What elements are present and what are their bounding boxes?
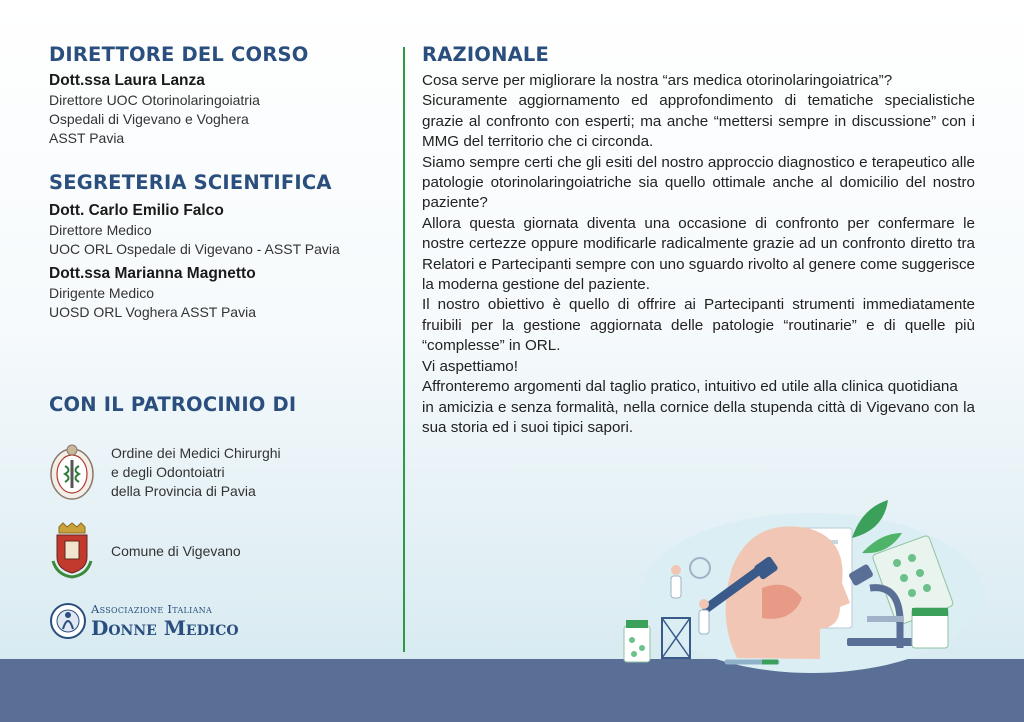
secretariat-line: UOC ORL Ospedale di Vigevano - ASST Pavia <box>49 241 340 257</box>
director-heading: DIRETTORE DEL CORSO <box>49 43 309 66</box>
rationale-paragraph: Cosa serve per migliorare la nostra “ars medica otorinolaringoiatrica”? <box>422 72 893 89</box>
aidm-wordmark <box>91 604 239 638</box>
ordine-line: della Provincia di Pavia <box>111 482 256 499</box>
patron-comune <box>49 521 241 581</box>
secretariat-name: Dott. Carlo Emilio Falco <box>49 202 224 219</box>
ordine-seal-icon <box>49 442 95 502</box>
rationale-paragraph: Siamo sempre certi che gli esiti del nostro approccio diagnostico e terapeutico alle patologie otorinolaringoiatriche sia quello ottimale anche al domicilio del nostro paziente? <box>422 153 975 212</box>
ent-illustration <box>612 498 982 673</box>
rationale-paragraph: Il nostro obiettivo è quello di offrire ai Partecipanti strumenti immediatamente fruibili per la gestione aggiornata delle patologie “routinarie” e di quelle più “complesse” in ORL. <box>422 296 975 355</box>
ordine-line: e degli Odontoiatri <box>111 463 225 480</box>
patron-aidm <box>49 601 239 641</box>
left-column <box>49 42 389 418</box>
rationale-paragraph: Sicuramente aggiornamento ed approfondimento di tematiche specialistiche grazie al confronto con esperti; ma anche “mettersi sempre in discussione” con i MMG del territorio che ci circonda. <box>422 92 975 151</box>
aidm-logo-icon <box>49 601 87 641</box>
patron-ordine <box>49 442 281 502</box>
secretariat-line: Dirigente Medico <box>49 285 155 301</box>
secretariat-line: UOSD ORL Voghera ASST Pavia <box>49 304 256 320</box>
rationale-body <box>422 71 975 438</box>
ordine-line: Ordine dei Medici Chirurghi <box>111 444 281 461</box>
director-line: ASST Pavia <box>49 130 125 146</box>
aidm-line2: Donne Medico <box>91 615 239 640</box>
rationale-paragraph: Allora questa giornata diventa una occasione di confronto per confermare le nostre certezze oppure modificarle radicalmente grazie ad un confronto diretto tra Relatori e Partecipanti sempre con uno sguardo rivolto al genere come suggerisce la moderna gestione del paziente. <box>422 214 975 294</box>
director-line: Direttore UOC Otorinolaringoiatria <box>49 92 260 108</box>
director-line: Ospedali di Vigevano e Voghera <box>49 111 249 127</box>
director-name: Dott.ssa Laura Lanza <box>49 72 205 89</box>
secretariat-line: Direttore Medico <box>49 222 152 238</box>
secretariat-heading: SEGRETERIA SCIENTIFICA <box>49 171 332 194</box>
rationale-paragraph: in amicizia e senza formalità, nella cornice della stupenda città di Vigevano con la sua storia ed i suoi tipici sapori. <box>422 398 975 436</box>
rationale-heading: RAZIONALE <box>422 43 550 66</box>
comune-crest-icon <box>49 521 95 581</box>
secretariat-name: Dott.ssa Marianna Magnetto <box>49 265 256 282</box>
column-divider <box>403 47 405 652</box>
comune-label: Comune di Vigevano <box>111 542 241 559</box>
rationale-paragraph: Affronteremo argomenti dal taglio pratico, intuitivo ed utile alla clinica quotidiana <box>422 378 958 396</box>
aidm-line1: Associazione Italiana <box>91 602 213 617</box>
patronage-heading: CON IL PATROCINIO DI <box>49 393 297 416</box>
right-column <box>422 42 975 438</box>
rationale-paragraph: Vi aspettiamo! <box>422 357 518 375</box>
